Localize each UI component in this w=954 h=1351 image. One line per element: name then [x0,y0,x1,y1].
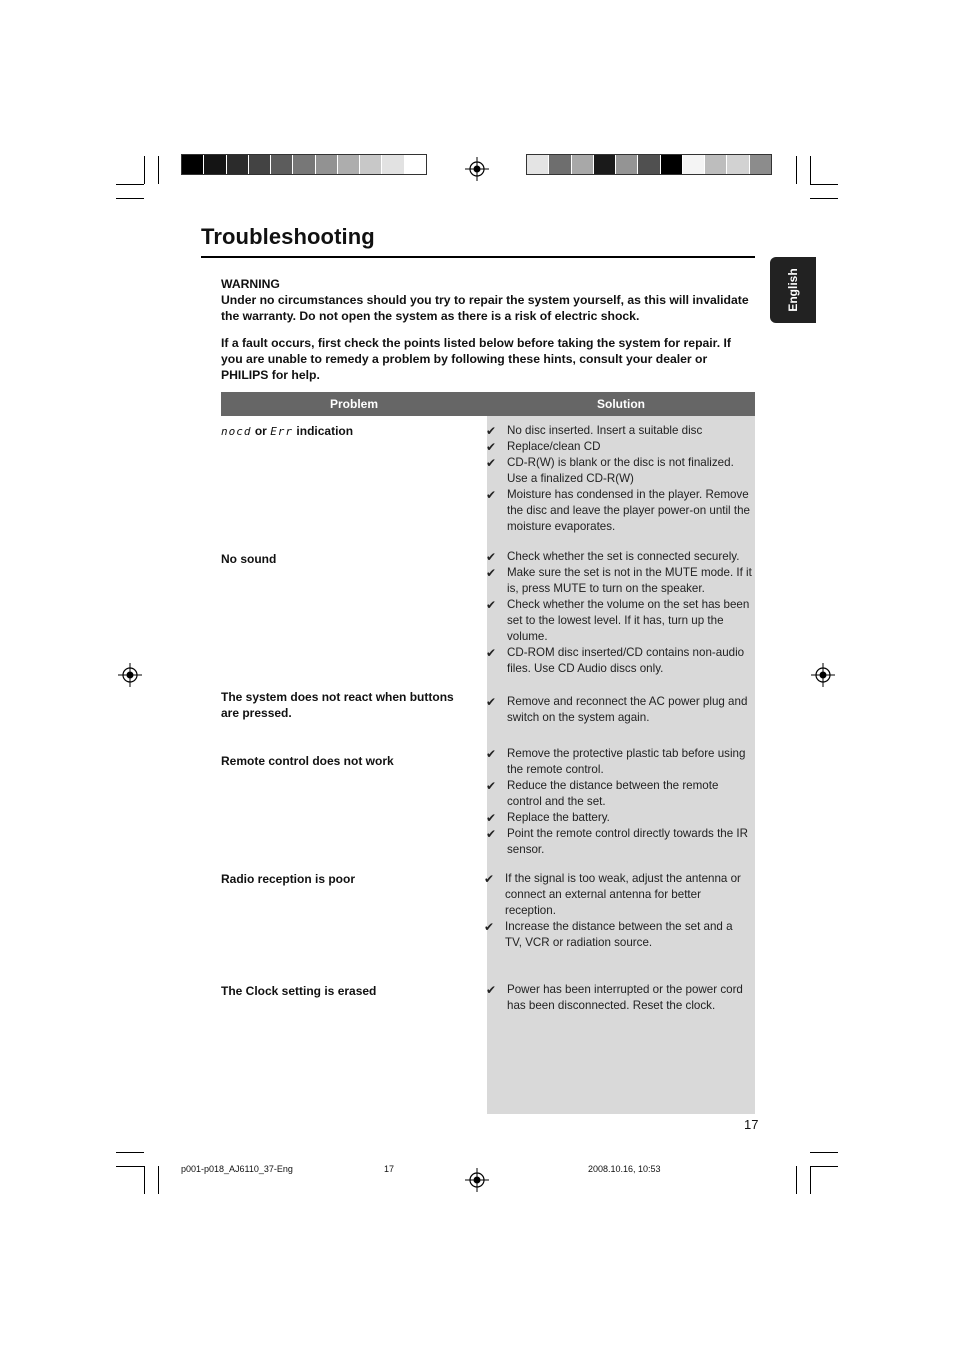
color-calibration-bar-left [181,154,427,175]
list-item: ✔ Make sure the set is not in the MUTE mode. If it is, press MUTE to turn on the speaker. [486,566,752,595]
list-item: ✔ Point the remote control directly towards the IR sensor. [486,827,749,856]
title-underline [201,256,755,258]
color-swatch [204,155,226,174]
check-mark-icon: ✔ [486,811,497,825]
color-swatch [705,155,727,174]
color-swatch [382,155,404,174]
list-item: ✔ Replace the battery. [486,811,610,825]
color-swatch [638,155,660,174]
check-mark-icon: ✔ [486,779,497,793]
solution-list [486,746,752,858]
registration-mark-top-icon [465,157,489,181]
problem-remote-control: Remote control does not work [221,754,394,768]
registration-mark-right-icon [811,663,835,687]
color-swatch [249,155,271,174]
check-mark-icon: ✔ [486,456,497,470]
warning-heading: WARNING [221,277,280,291]
check-mark-icon: ✔ [486,440,497,454]
solution-list [486,982,752,1014]
list-item: ✔ CD-R(W) is blank or the disc is not finalized. Use a finalized CD-R(W) [486,456,734,485]
color-swatch [750,155,771,174]
solution-list [486,694,752,726]
problem-nocd-err: nocd or Err indication [221,424,354,438]
solution-list [484,871,750,951]
footer-page: 17 [384,1164,395,1174]
list-item: ✔ Power has been interrupted or the power cord has been disconnected. Reset the clock. [486,983,743,1012]
page-title: Troubleshooting [201,224,375,249]
footer-timestamp: 2008.10.16, 10:53 [588,1164,661,1174]
registration-mark-left-icon [118,663,142,687]
footer-filename: p001-p018_AJ6110_37-Eng [181,1164,293,1174]
color-swatch [182,155,204,174]
check-mark-icon: ✔ [486,646,497,660]
color-swatch [549,155,571,174]
color-swatch [727,155,749,174]
display-code-nocd: nocd [221,425,252,438]
color-swatch [594,155,616,174]
check-mark-icon: ✔ [486,695,497,709]
check-mark-icon: ✔ [484,872,495,886]
color-swatch [572,155,594,174]
table-header-solution: Solution [597,397,645,411]
list-item: ✔ Replace/clean CD [486,440,601,454]
color-swatch [316,155,338,174]
list-item: ✔ Increase the distance between the set and a TV, VCR or radiation source. [484,920,733,949]
color-swatch [338,155,360,174]
warning-text: Under no circumstances should you try to repair the system yourself, as this will invalidate the warranty. Do not open the system as there is a risk of electric shock. [221,293,749,323]
color-swatch [661,155,683,174]
color-swatch [405,155,426,174]
check-mark-icon: ✔ [486,747,497,761]
check-mark-icon: ✔ [486,550,497,564]
list-item: ✔ Reduce the distance between the remote control and the set. [486,779,719,808]
check-mark-icon: ✔ [484,920,495,934]
color-swatch [616,155,638,174]
page-number: 17 [744,1117,759,1132]
list-item: ✔ No disc inserted. Insert a suitable disc [486,424,703,438]
list-item: ✔ Check whether the set is connected securely. [486,550,740,564]
list-item: ✔ Remove the protective plastic tab before using the remote control. [486,747,746,776]
table-header-problem: Problem [329,397,378,411]
color-swatch [527,155,549,174]
check-mark-icon: ✔ [486,424,497,438]
check-mark-icon: ✔ [486,566,497,580]
display-code-err: Err [270,425,294,438]
list-item: ✔ Moisture has condensed in the player. Remove the disc and leave the player power-on until the moisture evaporates. [486,488,750,533]
list-item: ✔ CD-ROM disc inserted/CD contains non-audio files. Use CD Audio discs only. [486,646,745,675]
language-tab [770,257,816,323]
list-item: ✔ If the signal is too weak, adjust the antenna or connect an external antenna for better reception. [484,872,741,917]
problem-radio-reception: Radio reception is poor [221,872,356,886]
solution-list [486,423,752,535]
solution-list [486,549,752,677]
list-item: ✔ Remove and reconnect the AC power plug and switch on the system again. [486,695,748,724]
problem-clock-erased: The Clock setting is erased [221,984,377,998]
problem-no-sound: No sound [221,552,277,566]
registration-mark-bottom-icon [465,1168,489,1192]
color-calibration-bar-right [526,154,772,175]
problem-system-no-react: The system does not react when buttons are pressed. [221,690,454,720]
table-header [221,392,755,416]
color-swatch [683,155,705,174]
color-swatch [293,155,315,174]
color-swatch [271,155,293,174]
check-mark-icon: ✔ [486,983,497,997]
intro-text: If a fault occurs, first check the points listed below before taking the system for repair. If you are unable to remedy a problem by following these hints, consult your dealer or PHILIPS for help. [221,336,731,382]
check-mark-icon: ✔ [486,598,497,612]
color-swatch [227,155,249,174]
list-item: ✔ Check whether the volume on the set has been set to the lowest level. If it has, turn up the volume. [486,598,750,643]
check-mark-icon: ✔ [486,488,497,502]
language-tab-label: English [786,268,800,312]
check-mark-icon: ✔ [486,827,497,841]
color-swatch [360,155,382,174]
